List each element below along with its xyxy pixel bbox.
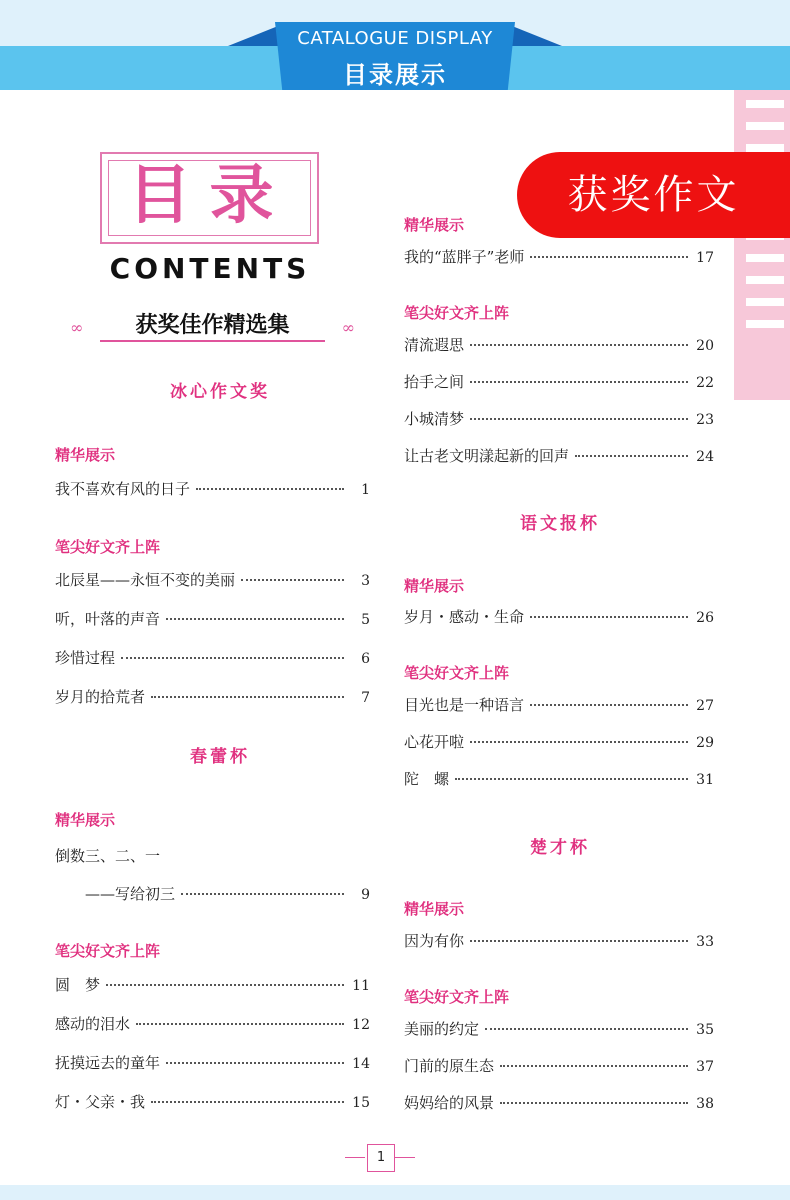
section-heading: 笔尖好文齐上阵 <box>404 664 510 682</box>
section-heading: 笔尖好文齐上阵 <box>404 988 510 1006</box>
page-number: 1 <box>367 1144 395 1172</box>
toc-entry[interactable]: 目光也是一种语言 27 <box>404 696 714 714</box>
toc-entry[interactable]: 清流遐思 20 <box>404 336 714 354</box>
toc-entry[interactable]: 听，叶落的声音 5 <box>55 610 370 628</box>
contents-title: 目录 <box>127 158 292 233</box>
collection-subtitle: 获奖佳作精选集 <box>135 312 290 338</box>
toc-entry[interactable]: 感动的泪水 12 <box>55 1015 370 1033</box>
subtitle-ornament <box>70 308 355 344</box>
toc-entry[interactable]: 抚摸远去的童年 14 <box>55 1054 370 1072</box>
banner-chinese-title: 目录展示 <box>343 61 447 89</box>
award-heading: 春蕾杯 <box>190 747 250 767</box>
toc-entry[interactable]: ——写给初三 9 <box>85 885 370 903</box>
toc-entry[interactable]: 北辰星——永恒不变的美丽 3 <box>55 571 370 589</box>
toc-entry-line: 倒数三、二、一 <box>55 847 161 865</box>
award-heading: 楚才杯 <box>530 838 590 858</box>
section-heading: 精华展示 <box>404 577 465 595</box>
page-number-ornament <box>345 1144 415 1172</box>
section-heading: 精华展示 <box>55 811 116 829</box>
award-essay-badge: 获奖作文 <box>517 152 790 238</box>
toc-entry[interactable]: 小城清梦 23 <box>404 410 714 428</box>
section-heading: 精华展示 <box>404 900 465 918</box>
toc-entry[interactable]: 珍惜过程 6 <box>55 649 370 667</box>
section-heading: 精华展示 <box>404 216 465 234</box>
contents-english-title: CONTENTS <box>109 252 311 285</box>
swirl-right-icon: ∞ <box>341 318 355 337</box>
toc-entry[interactable]: 圆 梦 11 <box>55 976 370 994</box>
section-heading: 笔尖好文齐上阵 <box>55 538 161 556</box>
toc-entry[interactable]: 心花开啦 29 <box>404 733 714 751</box>
top-banner <box>0 0 790 92</box>
toc-entry[interactable]: 因为有你 33 <box>404 932 714 950</box>
toc-entry[interactable]: 抬手之间 22 <box>404 373 714 391</box>
toc-entry[interactable]: 岁月・感动・生命 26 <box>404 608 714 626</box>
toc-entry[interactable]: 让古老文明漾起新的回声 24 <box>404 447 714 465</box>
swirl-left-icon: ∞ <box>70 318 84 337</box>
toc-entry[interactable]: 我不喜欢有风的日子 1 <box>55 480 370 498</box>
section-heading: 精华展示 <box>55 446 116 464</box>
toc-entry[interactable]: 我的“蓝胖子”老师 17 <box>404 248 714 266</box>
toc-entry[interactable]: 美丽的约定 35 <box>404 1020 714 1038</box>
toc-entry[interactable]: 灯・父亲・我 15 <box>55 1093 370 1111</box>
toc-entry[interactable]: 妈妈给的风景 38 <box>404 1094 714 1112</box>
toc-entry[interactable]: 门前的原生态 37 <box>404 1057 714 1075</box>
toc-entry[interactable]: 陀 螺 31 <box>404 770 714 788</box>
toc-entry[interactable]: 岁月的拾荒者 7 <box>55 688 370 706</box>
subtitle-underline <box>100 340 325 342</box>
banner-english-title: CATALOGUE DISPLAY <box>297 28 493 49</box>
page-edge-decoration <box>734 90 790 400</box>
award-heading: 冰心作文奖 <box>170 382 270 402</box>
section-heading: 笔尖好文齐上阵 <box>404 304 510 322</box>
section-heading: 笔尖好文齐上阵 <box>55 942 161 960</box>
award-heading: 语文报杯 <box>520 514 600 534</box>
